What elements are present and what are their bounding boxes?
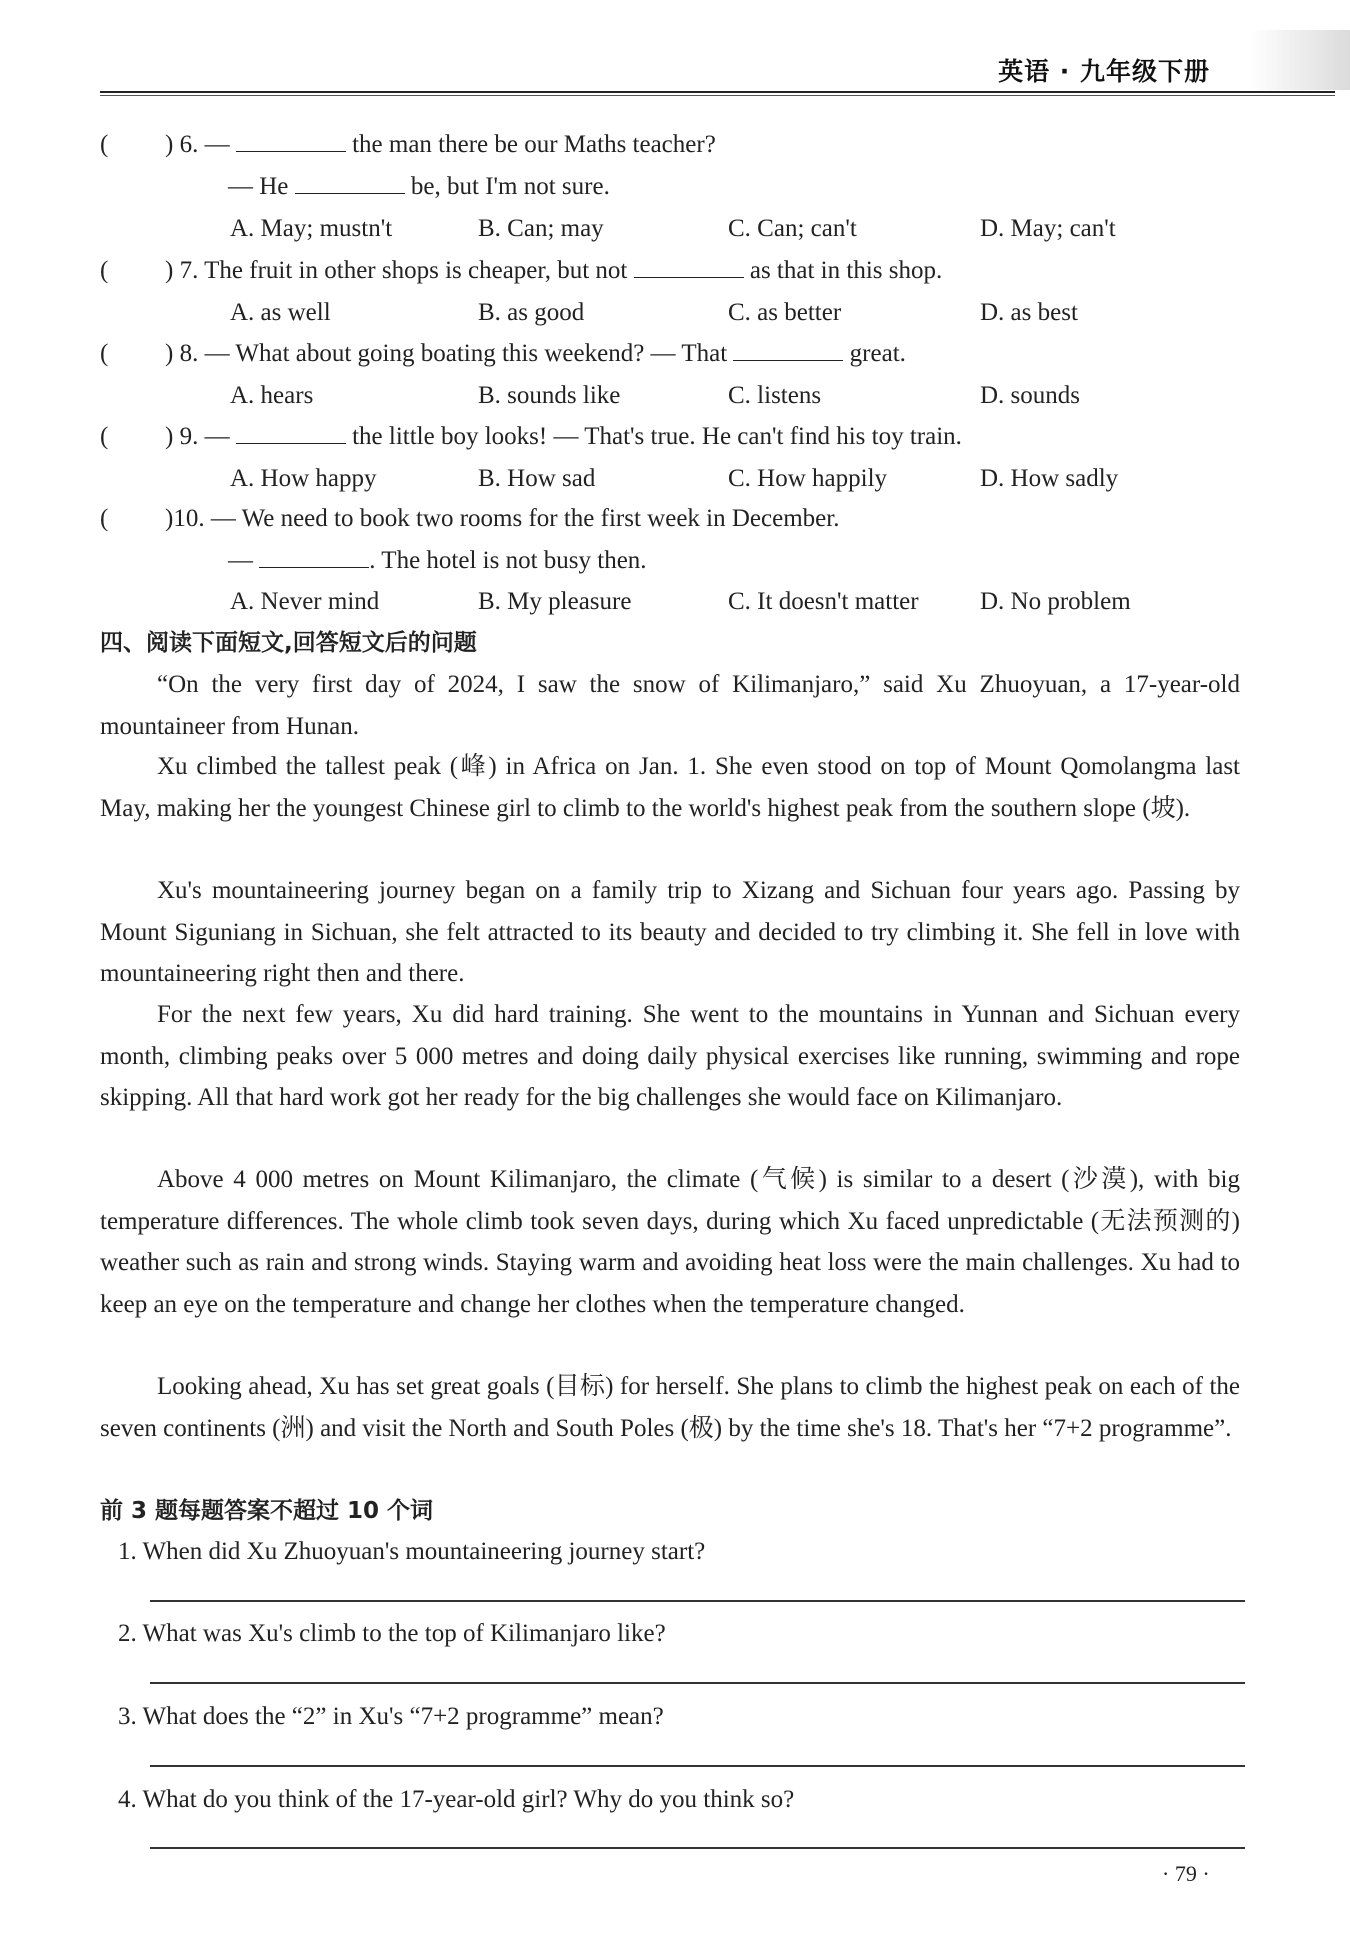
option-c[interactable]: C. How happily — [728, 465, 888, 492]
header-rule — [100, 91, 1335, 93]
reading-paragraph: Above 4 000 metres on Mount Kilimanjaro, the climate (气候) is similar to a desert (沙漠), with big temperature differences. The whole climb took seven days, during which Xu faced unpredictable (无法预测的) weather such as rain and strong winds. Staying warm and avoiding heat loss were the main challenges. Xu had to keep an eye on the temperature and change her clothes when the temperature changed. — [100, 1166, 1240, 1318]
reading-question-2: 2. What was Xu's climb to the top of Kilimanjaro like? — [118, 1620, 666, 1647]
answer-blank[interactable] — [236, 129, 346, 152]
answer-paren: ( — [100, 257, 109, 284]
reading-paragraph: Xu's mountaineering journey began on a family trip to Xizang and Sichuan four years ago. Passing by Mount Siguniang in Sichuan, she felt attracted to its beauty and decided to try climbing it. She fell in love with mountaineering right then and there. — [100, 877, 1240, 987]
answer-paren: ( — [100, 131, 109, 158]
page-header — [0, 0, 1350, 100]
question-6-response: — He be, but I'm not sure. — [228, 173, 610, 200]
option-b[interactable]: B. as good — [478, 299, 585, 326]
option-d[interactable]: D. sounds — [980, 382, 1081, 409]
answer-paren: ( — [100, 505, 109, 532]
answer-paren: ( — [100, 423, 109, 450]
page-number: · 79 · — [1162, 1861, 1210, 1886]
question-9: ) 9. — the little boy looks! — That's true. He can't find his toy train. — [165, 423, 962, 450]
reading-question-1: 1. When did Xu Zhuoyuan's mountaineering journey start? — [118, 1538, 706, 1565]
answer-line[interactable] — [150, 1765, 1245, 1767]
answer-line[interactable] — [150, 1847, 1245, 1849]
option-a[interactable]: A. as well — [230, 299, 331, 326]
option-d[interactable]: D. May; can't — [980, 215, 1116, 242]
answer-line[interactable] — [150, 1600, 1245, 1602]
reading-paragraph: “On the very first day of 2024, I saw the snow of Kilimanjaro,” said Xu Zhuoyuan, a 17-year-old mountaineer from Hunan. — [100, 671, 1240, 740]
question-6: ) 6. — the man there be our Maths teacher? — [165, 131, 716, 158]
section-title: 四、阅读下面短文,回答短文后的问题 — [100, 630, 477, 656]
reading-paragraph: For the next few years, Xu did hard training. She went to the mountains in Yunnan and Sichuan every month, climbing peaks over 5 000 metres and doing daily physical exercises like running, swimming and rope skipping. All that hard work got her ready for the big challenges she would face on Kilimanjaro. — [100, 1001, 1240, 1111]
question-7: ) 7. The fruit in other shops is cheaper, but not as that in this shop. — [165, 257, 943, 284]
option-a[interactable]: A. Never mind — [230, 588, 380, 615]
question-10-response: — . The hotel is not busy then. — [228, 547, 647, 574]
answer-blank[interactable] — [236, 421, 346, 444]
option-b[interactable]: B. How sad — [478, 465, 596, 492]
option-a[interactable]: A. How happy — [230, 465, 377, 492]
option-c[interactable]: C. Can; can't — [728, 215, 857, 242]
question-10: )10. — We need to book two rooms for the first week in December. — [165, 505, 840, 532]
reading-paragraph: Looking ahead, Xu has set great goals (目标) for herself. She plans to climb the highest peak on each of the seven continents (洲) and visit the North and South Poles (极) by the time she's 18. That's her “7+2 programme”. — [100, 1373, 1240, 1442]
reading-paragraph: Xu climbed the tallest peak (峰) in Africa on Jan. 1. She even stood on top of Mount Qomolangma last May, making her the youngest Chinese girl to climb to the world's highest peak from the southern slope (坡). — [100, 753, 1240, 822]
answer-line[interactable] — [150, 1682, 1245, 1684]
reading-question-4: 4. What do you think of the 17-year-old girl? Why do you think so? — [118, 1786, 795, 1813]
answer-blank[interactable] — [295, 171, 405, 194]
option-d[interactable]: D. No problem — [980, 588, 1131, 615]
question-8: ) 8. — What about going boating this weekend? — That great. — [165, 340, 906, 367]
option-c[interactable]: C. as better — [728, 299, 842, 326]
option-d[interactable]: D. as best — [980, 299, 1078, 326]
option-c[interactable]: C. It doesn't matter — [728, 588, 919, 615]
question-instruction: 前 3 题每题答案不超过 10 个词 — [100, 1498, 434, 1524]
option-a[interactable]: A. hears — [230, 382, 314, 409]
option-b[interactable]: B. My pleasure — [478, 588, 632, 615]
option-c[interactable]: C. listens — [728, 382, 822, 409]
option-d[interactable]: D. How sadly — [980, 465, 1119, 492]
header-title: 英语 · 九年级下册 — [998, 57, 1210, 86]
answer-blank[interactable] — [634, 255, 744, 278]
reading-question-3: 3. What does the “2” in Xu's “7+2 programme” mean? — [118, 1703, 664, 1730]
answer-blank[interactable] — [259, 545, 369, 568]
option-b[interactable]: B. Can; may — [478, 215, 604, 242]
option-a[interactable]: A. May; mustn't — [230, 215, 393, 242]
header-shade — [1250, 30, 1350, 90]
answer-blank[interactable] — [733, 338, 843, 361]
header-rule-thin — [100, 95, 1335, 96]
answer-paren: ( — [100, 340, 109, 367]
option-b[interactable]: B. sounds like — [478, 382, 621, 409]
